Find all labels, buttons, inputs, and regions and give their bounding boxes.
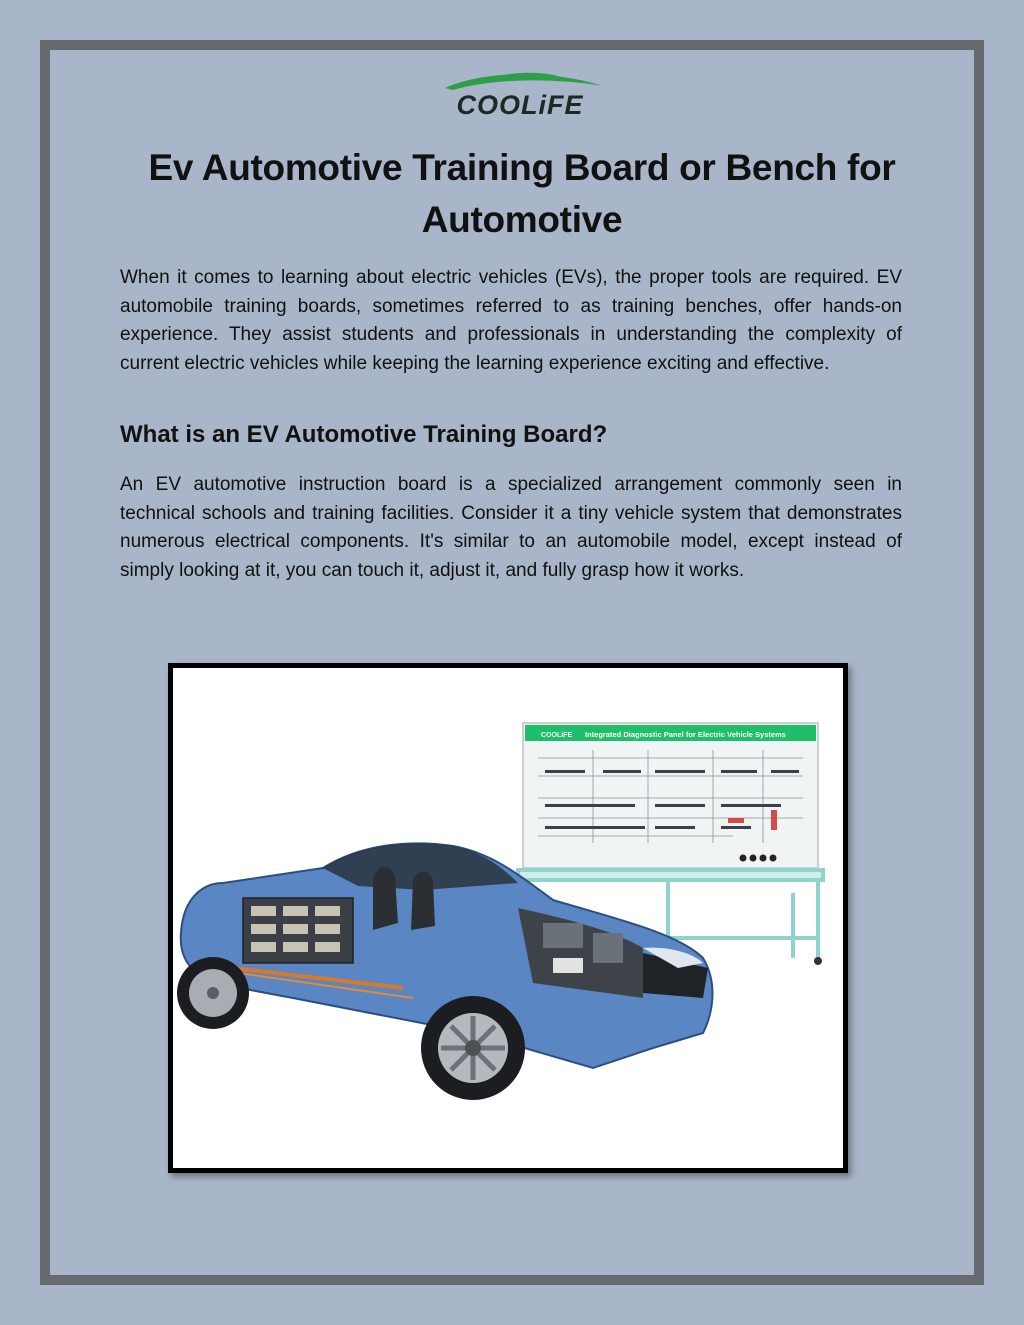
logo-wordmark: COOLiFE [456, 90, 584, 120]
panel-logo: COOLiFE [541, 732, 573, 739]
panel-header-label: Integrated Diagnostic Panel for Electric Vehicle Systems [585, 730, 786, 739]
rear-wheel [177, 957, 249, 1029]
front-wheel [421, 996, 525, 1100]
intro-paragraph: When it comes to learning about electric vehicles (EVs), the proper tools are required. EV automobile training boards, sometimes referred to as training benches, offer hands-on experience. They assist students and professionals in understanding the complexity of current electric vehicles while keeping the learning experience exciting and effective. [120, 267, 902, 374]
coolife-logo [425, 68, 615, 120]
diagnostic-panel [523, 723, 818, 868]
ev-training-illustration [173, 668, 843, 1168]
car-swoosh-icon [445, 74, 603, 90]
page-title: Ev Automotive Training Board or Bench for Automotive [148, 147, 896, 240]
page-frame [40, 40, 984, 1285]
section-heading: What is an EV Automotive Training Board? [120, 421, 608, 448]
section-paragraph: An EV automotive instruction board is a specialized arrangement commonly seen in technical schools and training facilities. Consider it a tiny vehicle system that demonstrates numerous electrical components. It's similar to an automobile model, except instead of simply looking at it, you can touch it, adjust it, and fully grasp how it works. [120, 474, 902, 581]
ev-training-photo [168, 663, 848, 1173]
